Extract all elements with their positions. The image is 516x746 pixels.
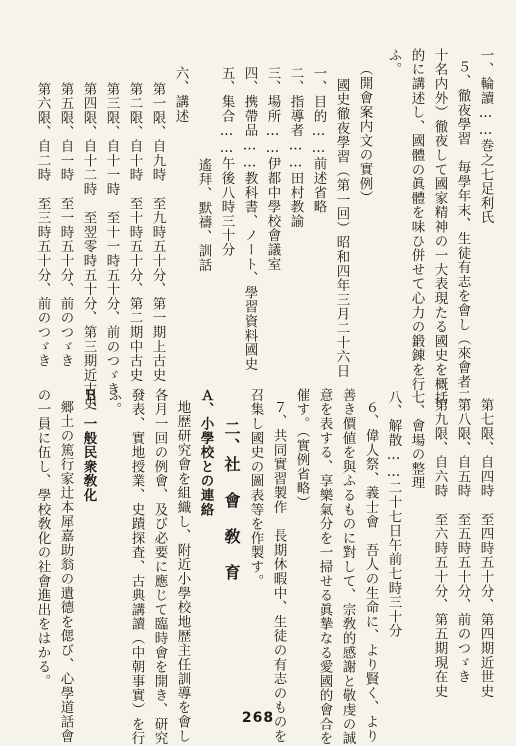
text-column: 意を表する、享樂氣分を一掃せる眞摯なる愛國的會合を bbox=[316, 388, 333, 746]
text-column: 第七限、自四時 至四時五十分、第四期近世史 bbox=[477, 398, 494, 699]
text-column: ふ。 bbox=[385, 48, 402, 77]
text-column: 遙拜、默禱、訓話 bbox=[195, 158, 212, 273]
text-column: （開會案内文の實例） bbox=[356, 62, 373, 205]
text-column: 國史徹夜學習（第一回）昭和四年三月二十六日 bbox=[333, 78, 350, 379]
text-column: の一員に伍し、學校敎化の社會進出をはかる。 bbox=[34, 388, 51, 689]
text-column: 十名内外）徹夜して國家精神の一大表現たる國史を概括 bbox=[431, 48, 448, 406]
text-column: 各月一回の例會、及び必要に應じて臨時會を開き、研究 bbox=[151, 388, 168, 746]
text-column: 召集し國史の圖表等を作製す。 bbox=[247, 388, 264, 589]
text-column: 第八限、自五時 至五時五十分、前のつゞき bbox=[454, 398, 471, 684]
text-column: 的に講述し、國體の眞體を味ひ併せて心力の鍛錬を行 bbox=[408, 48, 425, 392]
text-column: ５、徹夜學習 毎學年末、生徒有志を會し（來會者二 bbox=[454, 60, 471, 404]
page-number: 268 bbox=[241, 710, 275, 726]
text-column: 善き價値を與ふるものに對して、宗敎的感謝と敬虔の誠 bbox=[339, 388, 356, 746]
text-column: 地歴研究會を組織し、附近小學校地歴主任訓導を會し bbox=[174, 400, 191, 744]
text-column: 二、指導者……田村教諭 bbox=[287, 66, 304, 229]
text-column: 郷土の篤行家辻本犀嘉助翁の遺德を偲び、心學道話會 bbox=[57, 400, 74, 744]
text-column: 一、目的……前述省略 bbox=[310, 66, 327, 214]
text-column: 第三限、自十一時 至十一時五十分、前のつゞき bbox=[103, 82, 120, 397]
text-column: 第六限、自二時 至三時五十分、前のつゞき bbox=[34, 82, 51, 368]
text-column: 催す。（實例省略） bbox=[293, 388, 310, 510]
text-column: 第四限、自十二時 至翌零時五十分、第三期近古史 bbox=[80, 82, 97, 411]
text-column: 五、集合……午後八時三十分 bbox=[218, 66, 235, 257]
text-column: 一、輪讀……巻之七足利氏 bbox=[477, 48, 494, 225]
text-column: 第九限、自六時 至六時五十分、第五期現在史 bbox=[431, 398, 448, 699]
text-column: 第五限、自一時 至一時五十分、前のつゞき bbox=[57, 82, 74, 368]
text-column: 七、會場の整理 bbox=[408, 390, 425, 491]
text-column: 八、解散……二十七日午前七時三十分 bbox=[385, 390, 402, 639]
text-column: ６、偉人祭、義士會 吾人の生命に、より賢く、より bbox=[362, 400, 379, 744]
text-column: 第二限、自十時 至十時五十分、第二期中古史 bbox=[126, 82, 143, 383]
subsection-heading: Ａ、小學校との連絡 bbox=[197, 388, 214, 517]
text-column: ７、共同實習製作 長期休暇中、生徒の有志のものを bbox=[270, 400, 287, 744]
text-column: 四、携帶品……教科書、ノート、學習資料國史 bbox=[241, 66, 258, 372]
section-heading: 二、社 會 敎 育 bbox=[222, 420, 241, 582]
text-column: 三、場所……伊都中學校會議室 bbox=[264, 66, 281, 272]
text-column: ふ。 bbox=[105, 388, 122, 417]
text-column: 六、講述 bbox=[172, 66, 189, 124]
text-column: 第一限、自九時 至九時五十分、第一期上古史 bbox=[149, 82, 166, 383]
subsection-heading: Ｂ、一般民衆敎化 bbox=[80, 388, 97, 503]
text-column: 發表、實地授業、史蹟探査、古典講讀（中朝事實）を行 bbox=[128, 388, 145, 746]
